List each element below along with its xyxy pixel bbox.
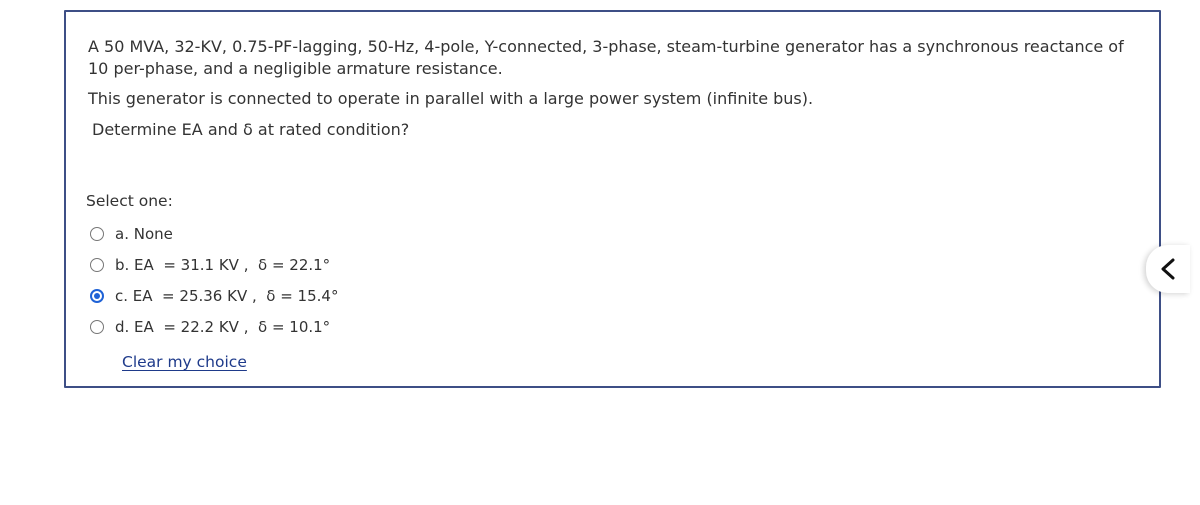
radio-button[interactable]: [90, 258, 104, 272]
answer-option-c[interactable]: [90, 280, 338, 311]
drawer-toggle-button[interactable]: [1146, 245, 1190, 293]
question-line-2: This generator is connected to operate in parallel with a large power system (infinite bus).: [88, 89, 814, 108]
question-card: [64, 10, 1161, 388]
radio-button[interactable]: [90, 320, 104, 334]
radio-button[interactable]: [90, 227, 104, 241]
chevron-left-icon: [1158, 257, 1178, 281]
answer-option-a[interactable]: [90, 218, 338, 249]
answer-label: c. EA = 25.36 KV , δ = 15.4°: [115, 286, 339, 305]
question-line-1: A 50 MVA, 32-KV, 0.75-PF-lagging, 50-Hz, 4-pole, Y-connected, 3-phase, steam-turbine generator has a synchronous reactance of 10 per-phase, and a negligible armature resistance.: [88, 37, 1124, 78]
answer-label: d. EA = 22.2 KV , δ = 10.1°: [115, 317, 331, 336]
answer-label: a. None: [115, 224, 173, 243]
answer-label: b. EA = 31.1 KV , δ = 22.1°: [115, 255, 331, 274]
clear-choice-link[interactable]: Clear my choice: [122, 353, 247, 371]
question-line-3: Determine EA and δ at rated condition?: [92, 120, 410, 139]
answer-option-b[interactable]: [90, 249, 338, 280]
question-text: [88, 36, 1138, 141]
answer-list: [90, 218, 338, 342]
radio-button-selected[interactable]: [90, 289, 104, 303]
answer-option-d[interactable]: [90, 311, 338, 342]
select-prompt: Select one:: [86, 192, 173, 210]
